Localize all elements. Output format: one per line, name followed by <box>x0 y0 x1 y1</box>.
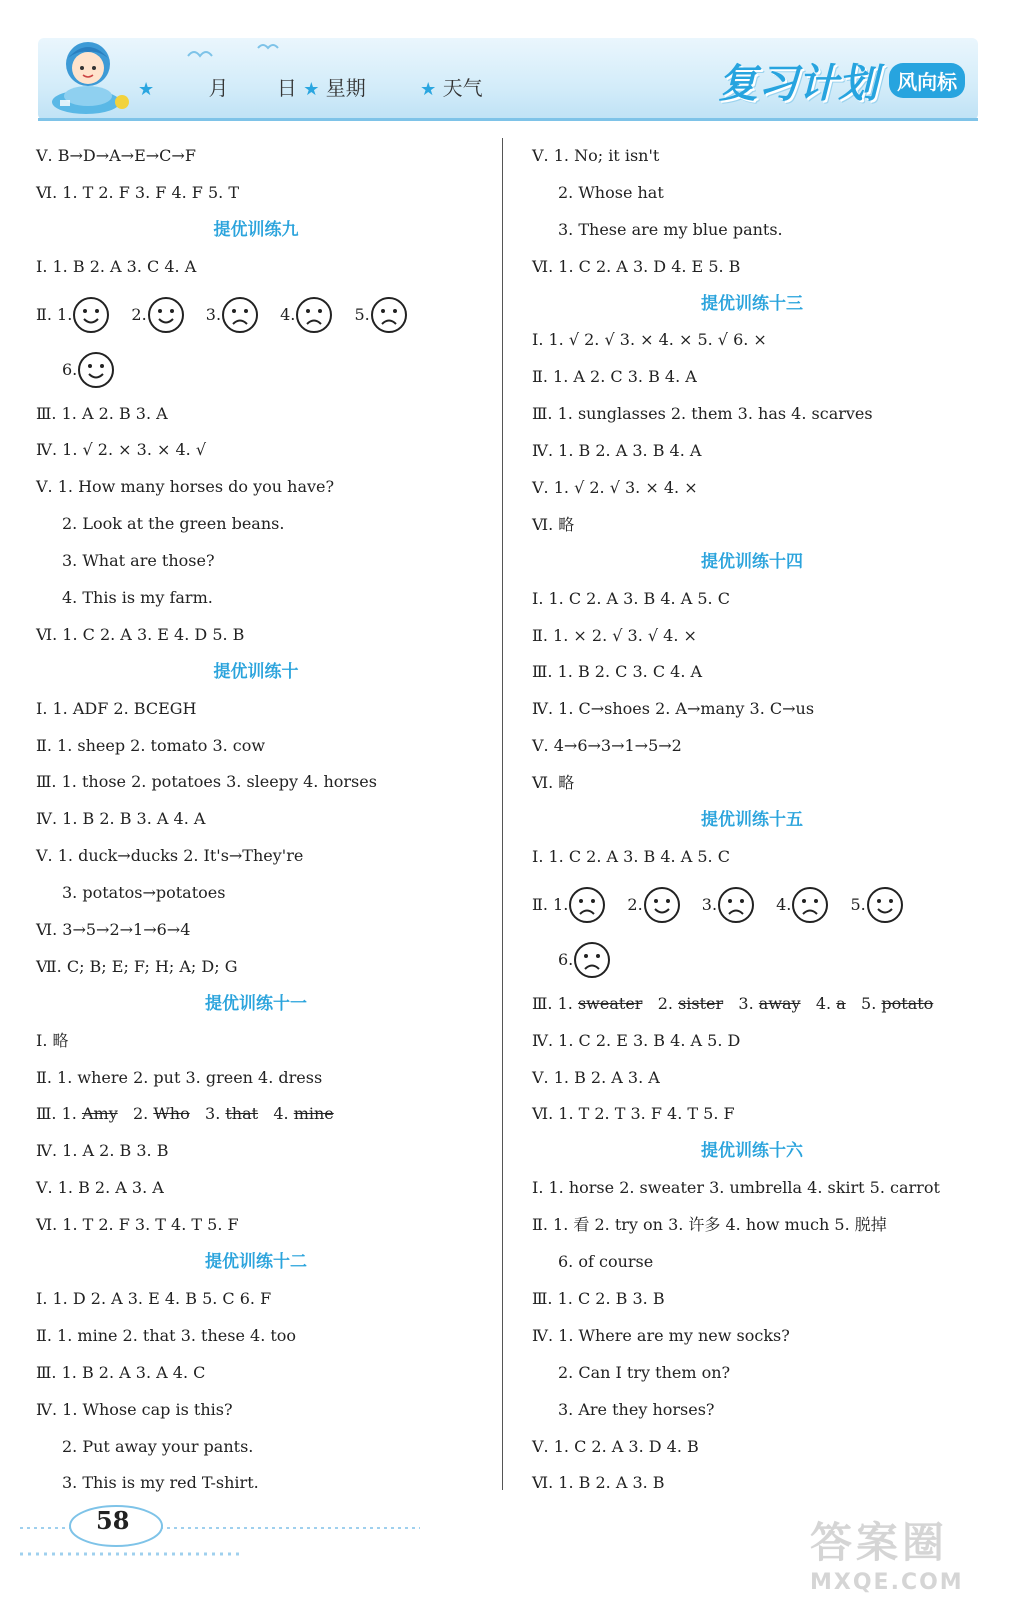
section-title: 提优训练十四 <box>701 551 803 572</box>
answer-line: Ⅲ. 1. C 2. B 3. B <box>532 1288 665 1308</box>
answer-line: 3. potatos→potatoes <box>62 883 226 903</box>
answer-line: Ⅱ. 1. A 2. C 3. B 4. A <box>532 367 697 387</box>
item-number: 4. <box>273 1104 289 1124</box>
answer-line: Ⅴ. 1. B 2. A 3. A <box>532 1067 660 1087</box>
answer-line: Ⅰ. 1. √ 2. √ 3. × 4. × 5. √ 6. × <box>532 330 767 350</box>
answer-line: 3. What are those? <box>62 551 215 571</box>
section-title: 提优训练十三 <box>701 293 803 314</box>
faces-answer-line <box>36 286 486 341</box>
answer-line-struck-words <box>532 986 982 1023</box>
answer-line: Ⅰ. 1. C 2. A 3. B 4. A 5. C <box>532 846 730 866</box>
answer-line: Ⅶ. C; B; E; F; H; A; D; G <box>36 956 238 976</box>
column-divider <box>502 138 503 1490</box>
answer-line: Ⅱ. 1. sheep 2. tomato 3. cow <box>36 735 266 755</box>
answer-line: 3. These are my blue pants. <box>558 219 783 239</box>
answer-line: Ⅰ. 1. horse 2. sweater 3. umbrella 4. skirt 5. carrot <box>532 1178 940 1198</box>
section-title: 提优训练十 <box>213 661 299 682</box>
answer-line: Ⅴ. 4→6→3→1→5→2 <box>532 736 682 756</box>
right-column <box>532 138 982 1502</box>
happy-face <box>643 886 681 924</box>
weather-label: 天气 <box>442 76 483 100</box>
star-icon: ★ <box>420 79 437 100</box>
item-number: 3. <box>205 1104 221 1124</box>
item-number: 4. <box>815 993 832 1013</box>
item-number: 3. <box>205 304 222 324</box>
item-number: Ⅲ. 1. <box>36 1104 77 1124</box>
item-number: 2. <box>133 1104 149 1124</box>
answer-line: Ⅴ. 1. How many horses do you have? <box>36 477 335 497</box>
answer-line: Ⅳ. 1. A 2. B 3. B <box>36 1141 169 1161</box>
section-title: 提优训练十五 <box>701 810 803 831</box>
answer-line: Ⅳ. 1. B 2. B 3. A 4. A <box>36 809 206 829</box>
birds-decoration <box>178 36 298 66</box>
sad-face <box>370 296 408 334</box>
answer-line: Ⅲ. 1. those 2. potatoes 3. sleepy 4. horses <box>36 772 377 792</box>
sad-face <box>573 941 611 979</box>
struck-word: sweater <box>577 993 643 1013</box>
answer-line: Ⅱ. 1. mine 2. that 3. these 4. too <box>36 1325 297 1345</box>
struck-word: Who <box>153 1104 190 1124</box>
happy-face <box>147 296 185 334</box>
brand-logo <box>718 52 965 109</box>
page-footer <box>20 1496 420 1576</box>
answer-line: Ⅵ. 1. T 2. T 3. F 4. T 5. F <box>532 1104 735 1124</box>
answer-line: Ⅵ. 3→5→2→1→6→4 <box>36 920 191 940</box>
answer-line: Ⅵ. 略 <box>532 514 575 534</box>
item-number: 4. <box>776 894 792 914</box>
answer-line: Ⅵ. 1. C 2. A 3. E 4. D 5. B <box>36 624 245 644</box>
answer-line: Ⅴ. 1. duck→ducks 2. It's→They're <box>36 846 304 866</box>
struck-word: mine <box>293 1104 334 1124</box>
answer-line: Ⅴ. 1. No; it isn't <box>532 146 660 165</box>
answer-line: 6. of course <box>558 1252 654 1272</box>
answer-line: Ⅰ. 略 <box>36 1030 69 1050</box>
item-number: 2. <box>627 894 643 914</box>
sad-face <box>568 886 606 924</box>
struck-word: sister <box>678 993 724 1013</box>
item-number: 3. <box>701 894 718 914</box>
item-number: Ⅱ. 1. <box>36 304 73 324</box>
date-weather-fields <box>138 72 483 101</box>
item-number: 4. <box>280 304 296 324</box>
answer-line: Ⅵ. 1. T 2. F 3. T 4. T 5. F <box>36 1215 239 1235</box>
item-number: 3. <box>738 993 754 1013</box>
mascot-illustration <box>46 18 130 118</box>
brand-title: 复习计划 <box>718 61 878 107</box>
answer-line: Ⅳ. 1. √ 2. × 3. × 4. √ <box>36 440 207 460</box>
struck-word: Amy <box>81 1104 118 1124</box>
answer-line: Ⅲ. 1. sunglasses 2. them 3. has 4. scarves <box>532 404 873 424</box>
section-title: 提优训练十六 <box>701 1141 803 1162</box>
left-column <box>36 138 486 1502</box>
sad-face <box>295 296 333 334</box>
answer-line: 4. This is my farm. <box>62 588 213 608</box>
answer-line: Ⅲ. 1. B 2. A 3. A 4. C <box>36 1362 206 1382</box>
struck-word: away <box>758 993 801 1013</box>
page-number: 58 <box>96 1506 130 1535</box>
answer-line: Ⅱ. 1. 看 2. try on 3. 许多 4. how much 5. 脱掉 <box>532 1215 887 1235</box>
answer-line: 3. This is my red T-shirt. <box>62 1473 259 1493</box>
section-title: 提优训练十一 <box>205 993 307 1014</box>
struck-word: that <box>225 1104 259 1124</box>
item-number: 6. <box>62 359 78 379</box>
day-label: 日 <box>276 76 297 100</box>
answer-line: 2. Put away your pants. <box>62 1436 254 1456</box>
answer-line-struck-words <box>36 1096 486 1133</box>
item-number: Ⅲ. 1. <box>532 993 573 1013</box>
answer-line: 2. Look at the green beans. <box>62 514 285 534</box>
item-number: 5. <box>861 993 877 1013</box>
struck-word: potato <box>881 993 934 1013</box>
faces-answer-line <box>36 341 486 396</box>
star-icon: ★ <box>138 79 155 100</box>
faces-answer-line <box>532 931 982 986</box>
weekday-label: 星期 <box>325 76 366 100</box>
answer-line: Ⅳ. 1. C→shoes 2. A→many 3. C→us <box>532 699 815 719</box>
answer-line: Ⅱ. 1. × 2. √ 3. √ 4. × <box>532 625 697 645</box>
answer-line: Ⅵ. 1. B 2. A 3. B <box>532 1473 665 1493</box>
faces-answer-line <box>532 876 982 931</box>
item-number: Ⅱ. 1. <box>532 894 569 914</box>
answer-line: 2. Can I try them on? <box>558 1362 731 1382</box>
answer-line: 3. Are they horses? <box>558 1399 715 1419</box>
header-underline <box>38 118 978 121</box>
item-number: 5. <box>354 304 370 324</box>
happy-face <box>866 886 904 924</box>
answer-line: Ⅵ. 1. C 2. A 3. D 4. E 5. B <box>532 256 741 276</box>
watermark-title: 答案圈 <box>810 1518 949 1567</box>
answer-line: 2. Whose hat <box>558 182 664 202</box>
answer-line: Ⅰ. 1. B 2. A 3. C 4. A <box>36 256 197 276</box>
answer-line: Ⅴ. 1. B 2. A 3. A <box>36 1178 164 1198</box>
answer-line: Ⅴ. B→D→A→E→C→F <box>36 146 196 165</box>
section-title: 提优训练九 <box>213 219 299 240</box>
watermark <box>810 1510 1000 1600</box>
item-number: 2. <box>131 304 147 324</box>
footer-decoration <box>20 1496 420 1566</box>
answer-line: Ⅴ. 1. C 2. A 3. D 4. B <box>532 1436 699 1456</box>
item-number: 2. <box>657 993 673 1013</box>
answer-line: Ⅳ. 1. B 2. A 3. B 4. A <box>532 441 702 461</box>
sad-face <box>791 886 829 924</box>
watermark-url: MXQE.COM <box>810 1570 964 1595</box>
happy-face <box>72 296 110 334</box>
page-header <box>38 18 978 118</box>
answer-line: Ⅵ. 1. T 2. F 3. F 4. F 5. T <box>36 182 240 202</box>
struck-word: a <box>836 993 846 1013</box>
answer-line: Ⅵ. 略 <box>532 773 575 793</box>
answer-line: Ⅱ. 1. where 2. put 3. green 4. dress <box>36 1067 323 1087</box>
happy-face <box>77 351 115 389</box>
item-number: 6. <box>558 949 574 969</box>
brand-subtitle: 风向标 <box>889 63 965 98</box>
answer-line: Ⅴ. 1. √ 2. √ 3. × 4. × <box>532 478 698 498</box>
answer-line: Ⅳ. 1. Where are my new socks? <box>532 1325 790 1345</box>
sad-face <box>221 296 259 334</box>
answer-line: Ⅰ. 1. D 2. A 3. E 4. B 5. C 6. F <box>36 1288 272 1308</box>
answer-line: Ⅰ. 1. ADF 2. BCEGH <box>36 698 197 718</box>
answer-line: Ⅲ. 1. A 2. B 3. A <box>36 403 168 423</box>
answer-line: Ⅳ. 1. C 2. E 3. B 4. A 5. D <box>532 1030 741 1050</box>
answer-line: Ⅳ. 1. Whose cap is this? <box>36 1399 233 1419</box>
item-number: 5. <box>850 894 866 914</box>
sad-face <box>717 886 755 924</box>
answer-line: Ⅰ. 1. C 2. A 3. B 4. A 5. C <box>532 588 730 608</box>
month-label: 月 <box>208 76 229 100</box>
star-icon: ★ <box>303 79 320 100</box>
section-title: 提优训练十二 <box>205 1252 307 1273</box>
answer-line: Ⅲ. 1. B 2. C 3. C 4. A <box>532 662 703 682</box>
